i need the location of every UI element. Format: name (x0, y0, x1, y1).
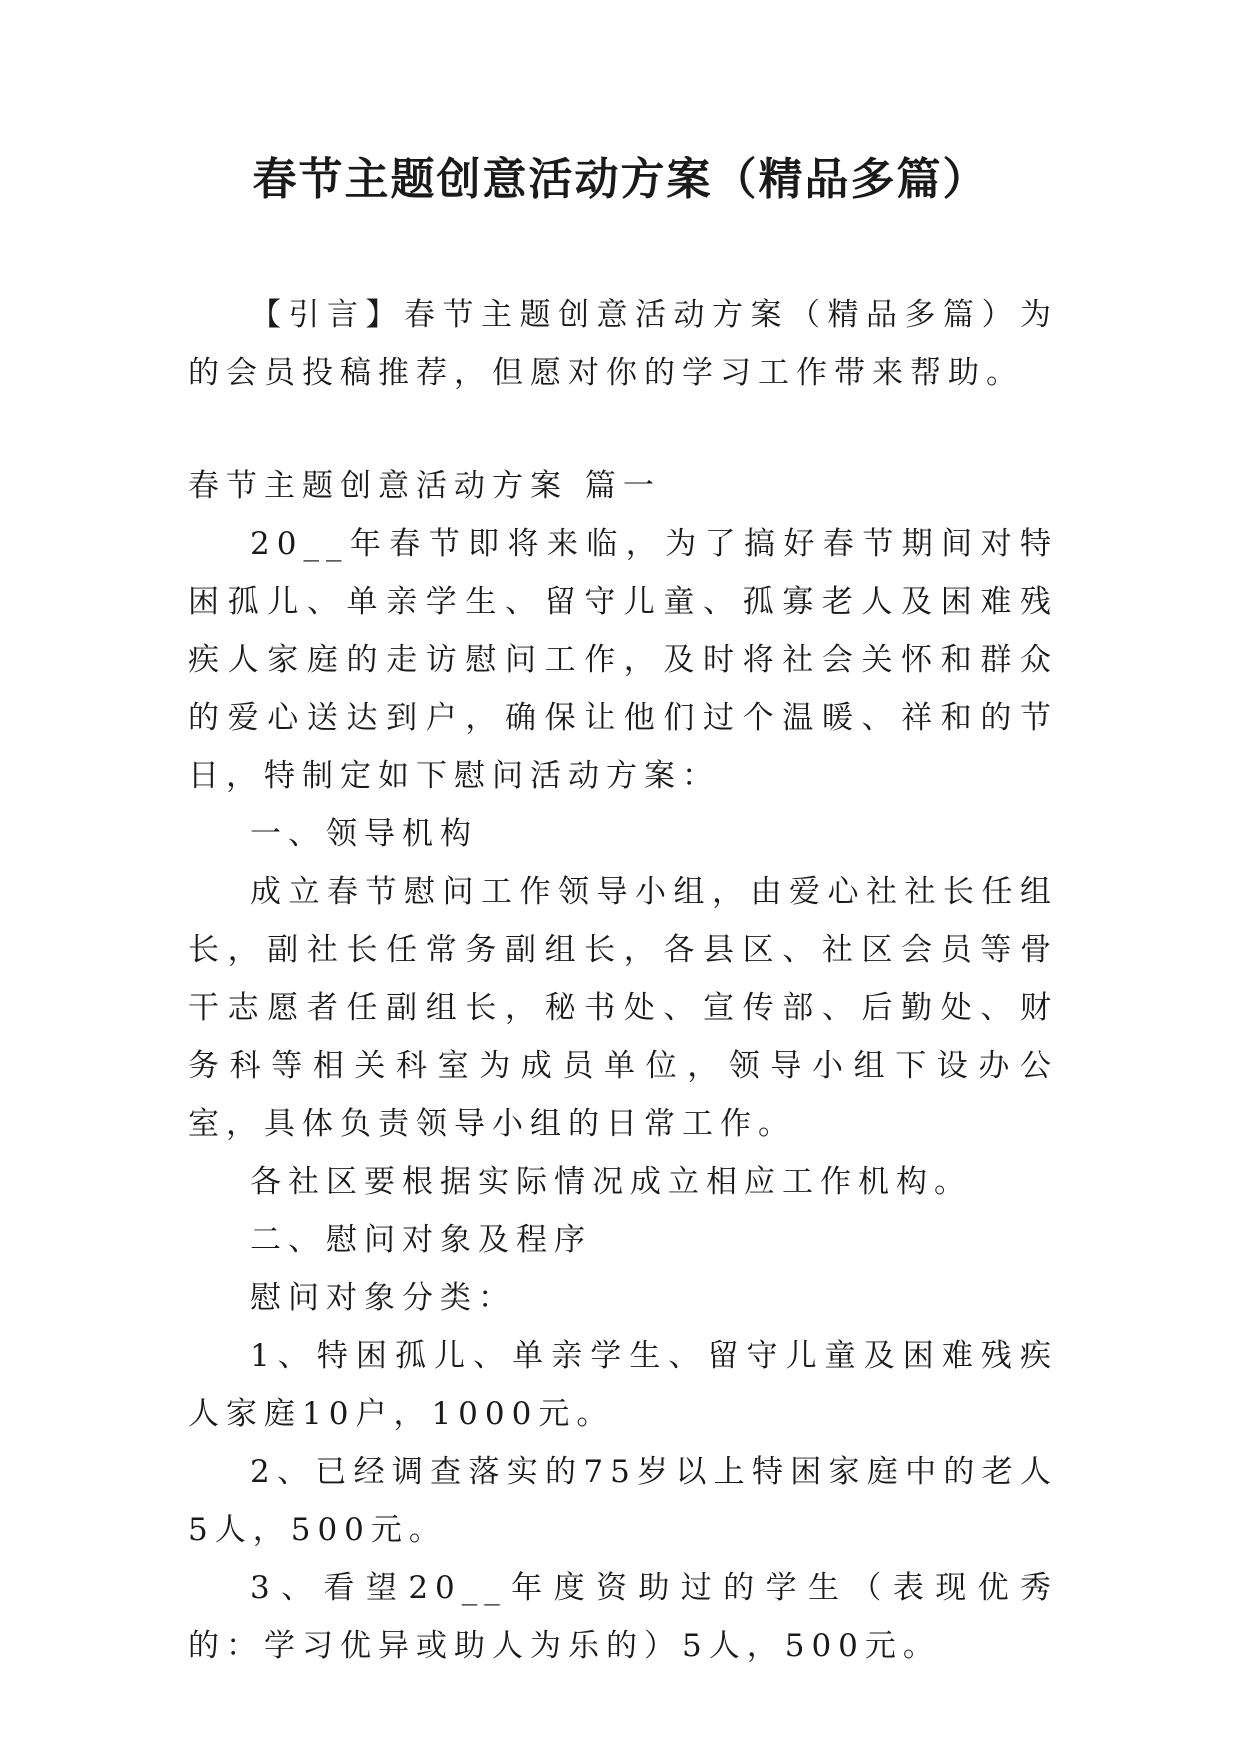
paragraph: 20__年春节即将来临，为了搞好春节期间对特困孤儿、单亲学生、留守儿童、孤寡老人及困难残疾人家庭的走访慰问工作，及时将社会关怀和群众的爱心送达到户，确保让他们过个温暖、祥和的节日，特制定如下慰问活动方案： (188, 526, 1058, 794)
paragraph: 成立春节慰问工作领导小组，由爱心社社长任组长，副社长任常务副组长，各县区、社区会员等骨干志愿者任副组长，秘书处、宣传部、后勤处、财务科等相关科室为成员单位，领导小组下设办公室，具体负责领导小组的日常工作。 (188, 874, 1058, 1142)
main-content (188, 457, 1058, 1675)
intro-paragraph: 【引言】春节主题创意活动方案（精品多篇）为的会员投稿推荐，但愿对你的学习工作带来帮助。 (188, 297, 1058, 391)
section-heading: 春节主题创意活动方案 篇一 (188, 468, 661, 504)
paragraph: 3、看望20__年度资助过的学生（表现优秀的：学习优异或助人为乐的）5人，500元。 (188, 1570, 1058, 1664)
paragraph: 1、特困孤儿、单亲学生、留守儿童及困难残疾人家庭10户，1000元。 (188, 1338, 1058, 1432)
paragraph: 各社区要根据实际情况成立相应工作机构。 (250, 1164, 972, 1200)
paragraph: 2、已经调查落实的75岁以上特困家庭中的老人5人，500元。 (188, 1454, 1058, 1548)
paragraph: 二、慰问对象及程序 (250, 1222, 592, 1258)
intro-block (188, 286, 1058, 402)
document-title: 春节主题创意活动方案（精品多篇） (252, 154, 989, 205)
paragraph: 慰问对象分类： (250, 1280, 516, 1316)
paragraph: 一、领导机构 (250, 816, 478, 852)
